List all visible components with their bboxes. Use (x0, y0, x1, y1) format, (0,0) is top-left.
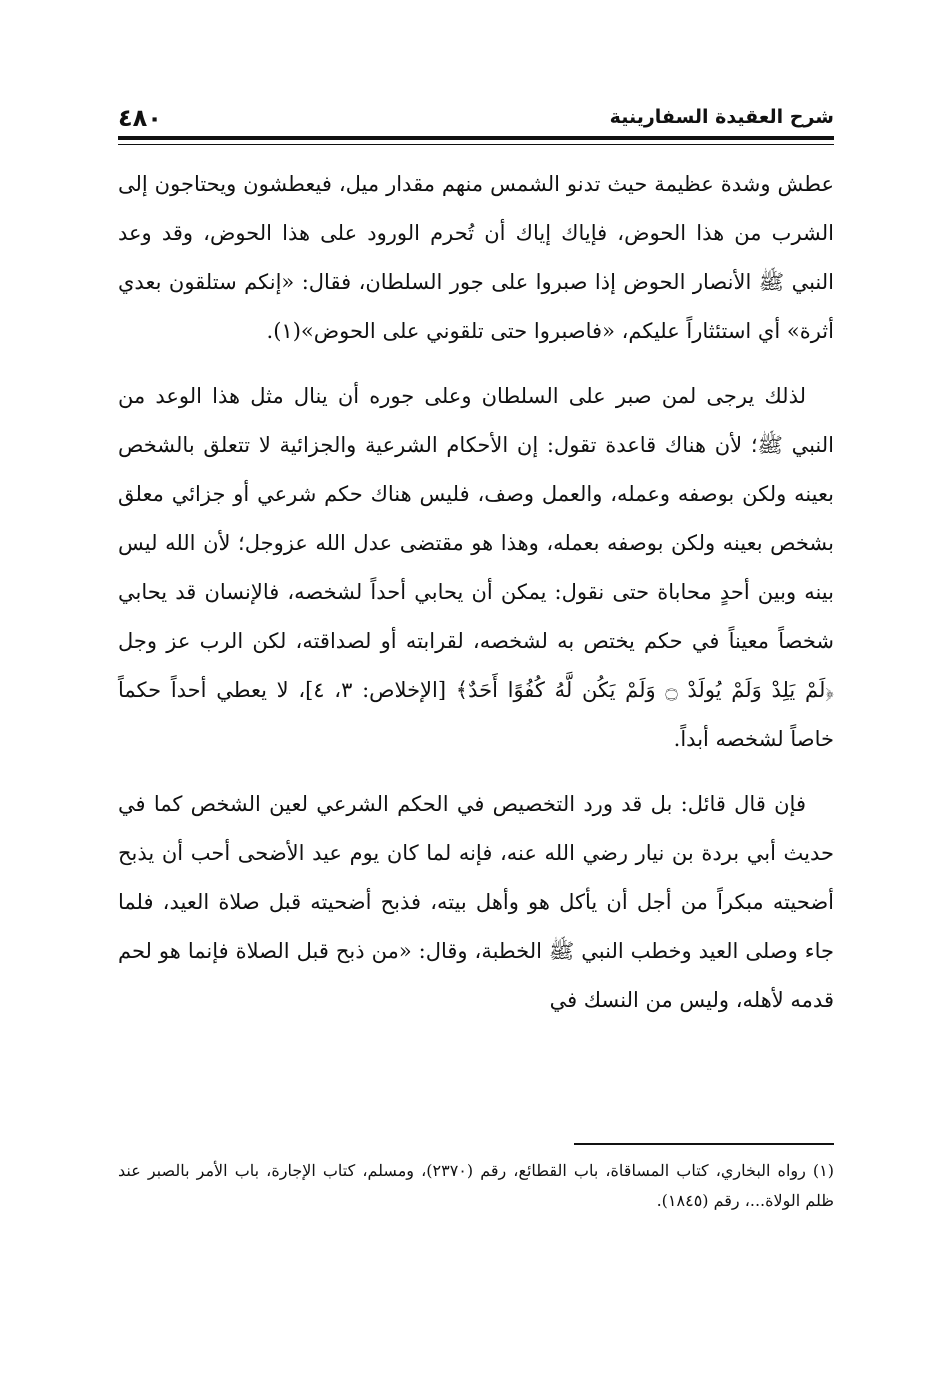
footnote: (١) رواه البخاري، كتاب المساقاة، باب القطائع، رقم (٢٣٧٠)، ومسلم، كتاب الإجارة، باب الأمر بالصبر عند ظلم الولاة...، رقم (١٨٤٥). (118, 1161, 835, 1210)
paragraph-1: عطش وشدة عظيمة حيث تدنو الشمس منهم مقدار ميل، فيعطشون ويحتاجون إلى الشرب من هذا الحوض، فإياك إياك أن تُحرم الورود على هذا الحوض، وقد وعد النبي ﷺ الأنصار الحوض إذا صبروا على جور السلطان، فقال: «إنكم ستلقون بعدي أثرة» أي استئثاراً عليكم، «فاصبروا حتى تلقوني على الحوض»(١). (118, 172, 834, 343)
paragraph-3: فإن قال قائل: بل قد ورد التخصيص في الحكم الشرعي لعين الشخص كما في حديث أبي بردة بن نيار رضي الله عنه، فإنه لما كان يوم عيد الأضحى أحب أن يذبح أضحيته مبكراً من أجل أن يأكل هو وأهل بيته، فذبح أضحيته قبل صلاة العيد، فلما جاء وصلى العيد وخطب النبي ﷺ الخطبة، وقال: «من ذبح قبل الصلاة فإنما هو لحم قدمه لأهله، وليس من النسك في (118, 792, 834, 1012)
body-text (118, 160, 834, 1025)
footnote-rule (574, 1143, 834, 1145)
page-number: ٤٨٠ (118, 104, 162, 132)
header-rule-thick (118, 136, 834, 140)
running-title: شرح العقيدة السفارينية (609, 106, 834, 128)
page-header (118, 104, 834, 134)
header-rule-thin (118, 144, 834, 145)
paragraph-2: لذلك يرجى لمن صبر على السلطان وعلى جوره أن ينال مثل هذا الوعد من النبي ﷺ؛ لأن هناك قاعدة تقول: إن الأحكام الشرعية والجزائية لا تتعلق بالشخص بعينه ولكن بوصفه وعمله، والعمل وصف، فليس هناك حكم شرعي أو جزائي معلق بشخص بعينه ولكن بوصفه بعمله، وهذا هو مقتضى عدل الله عزوجل؛ لأن الله ليس بينه وبين أحدٍ محاباة حتى نقول: يمكن أن يحابي أحداً لشخصه، فالإنسان قد يحابي شخصاً معيناً في حكم يختص به لشخصه، لقرابته أو لصداقته، لكن الرب عز وجل ﴿لَمْ يَلِدْ وَلَمْ يُولَدْ ۝ وَلَمْ يَكُن لَّهُ كُفُوًا أَحَدٌ﴾ [الإخلاص: ٣، ٤]، لا يعطي أحداً حكماً خاصاً لشخصه أبداً. (118, 384, 834, 751)
